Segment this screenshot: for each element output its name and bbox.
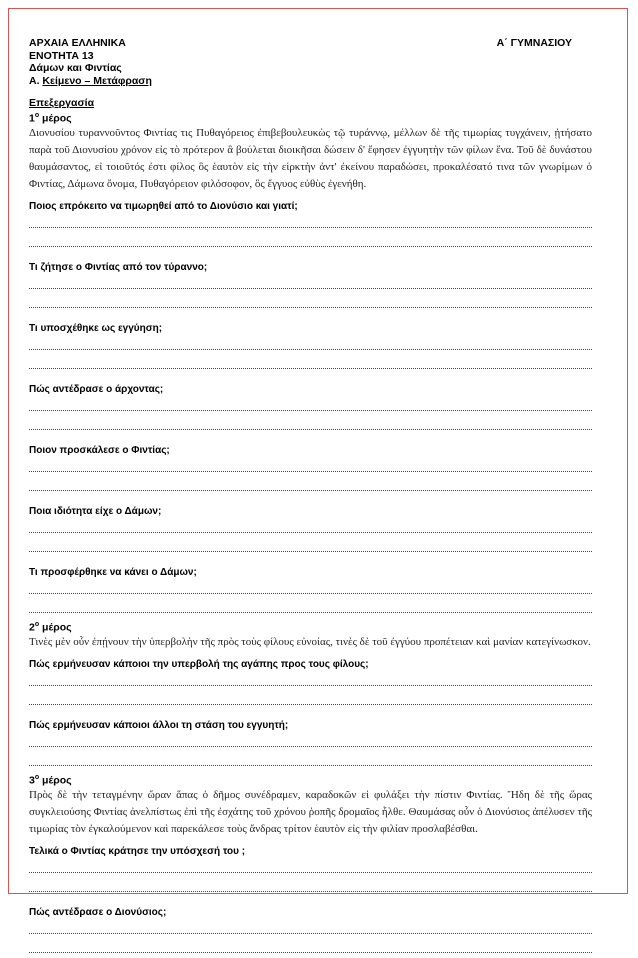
answer-line[interactable] [29, 214, 592, 233]
part-number-suffix: ο [34, 111, 40, 119]
answer-line[interactable] [29, 672, 592, 691]
answer-line[interactable] [29, 878, 592, 897]
answer-line[interactable] [29, 355, 592, 374]
section-title: Κείμενο – Μετάφραση [42, 74, 152, 87]
question: Τελικά ο Φιντίας κράτησε την υπόσχεσή του ; [29, 845, 246, 857]
part-label [29, 619, 592, 634]
part-1 [29, 110, 592, 618]
worksheet [29, 37, 592, 958]
section-prefix: Α. [29, 74, 43, 87]
question: Πώς αντέδρασε ο Διονύσιος; [29, 906, 167, 918]
part-2 [29, 619, 592, 771]
subject-title: ΑΡΧΑΙΑ ΕΛΛΗΝΙΚΑ [29, 37, 126, 49]
answer-line[interactable] [29, 859, 592, 878]
part-number: 3 [29, 774, 35, 786]
answer-line[interactable] [29, 538, 592, 557]
answer-line[interactable] [29, 691, 592, 710]
answer-line[interactable] [29, 233, 592, 252]
answer-line[interactable] [29, 416, 592, 435]
question: Ποιον προσκάλεσε ο Φιντίας; [29, 444, 170, 456]
answer-line[interactable] [29, 939, 592, 958]
part-word: μέρος [39, 621, 72, 633]
part-3 [29, 772, 592, 958]
answer-line[interactable] [29, 519, 592, 538]
question: Τι ζήτησε ο Φιντίας από τον τύραννο; [29, 261, 208, 273]
ancient-text: Τινὲς μὲν οὖν ἐπῄνουν τὴν ὑπερβολὴν τῆς πρὸς τοὺς φίλους εὐνοίας, τινὲς δὲ τοῦ ἐγγύου προπέτειαν καὶ μανίαν κατεγίνωσκον. [29, 635, 591, 648]
part-label [29, 772, 592, 787]
question: Τι προσφέρθηκε να κάνει ο Δάμων; [29, 566, 197, 578]
answer-line[interactable] [29, 336, 592, 355]
answer-line[interactable] [29, 599, 592, 618]
answer-line[interactable] [29, 752, 592, 771]
unit-label: ΕΝΟΤΗΤΑ 13 [29, 49, 94, 62]
answer-line[interactable] [29, 458, 592, 477]
question: Τι υποσχέθηκε ως εγγύηση; [29, 322, 163, 334]
part-number: 2 [29, 621, 35, 633]
part-number: 1 [29, 112, 35, 124]
ancient-text: Διονυσίου τυραννοῦντος Φιντίας τις Πυθαγόρειος ἐπιβεβουλευκὼς τῷ τυράννῳ, μέλλων δὲ τῆς τιμωρίας τυγχάνειν, ᾐτήσατο παρὰ τοῦ Διονυσίου χρόνον εἰς τὸ πρότερον ἃ βούλεται διοικῆσαι δώσειν δ' ἔφησεν ἐγγυητὴν τῶν φίλων ἕνα. Τοῦ δὲ δυνάστου θαυμάσαντος, εἰ τοιοῦτός ἐστι φίλος ὃς ἑαυτὸν εἰς τὴν εἱρκτὴν ἀντ' ἐκείνου παραδώσει, προκαλέσατό τινα τῶν γνωρίμων ὁ Φιντίας, Δάμωνα ὄνομα, Πυθαγόρειον φιλόσοφον, ὃς ἔγγυος εὐθὺς ἐγενήθη. [29, 126, 592, 190]
part-number-suffix: ο [34, 620, 40, 628]
topic-title: Δάμων και Φιντίας [29, 62, 122, 74]
part-word: μέρος [39, 112, 72, 124]
parts-container [29, 110, 592, 958]
question: Πώς αντέδρασε ο άρχοντας; [29, 383, 164, 395]
answer-line[interactable] [29, 580, 592, 599]
answer-line[interactable] [29, 733, 592, 752]
answer-line[interactable] [29, 275, 592, 294]
question: Ποια ιδιότητα είχε ο Δάμων; [29, 505, 162, 517]
question: Πώς ερμήνευσαν κάποιοι άλλοι τη στάση του εγγυητή; [29, 719, 289, 731]
answer-line[interactable] [29, 397, 592, 416]
section-heading [29, 75, 592, 88]
question: Πώς ερμήνευσαν κάποιοι την υπερβολή της αγάπης προς τους φίλους; [29, 658, 369, 670]
ancient-text: Πρὸς δὲ τὴν τεταγμένην ὥραν ἅπας ὁ δῆμος συνέδραμεν, καραδοκῶν εἰ φυλάξει τὴν πίστιν Φιντίας. Ἤδη δὲ τῆς ὥρας συγκλειούσης Φιντίας ἀνελπίστως ἐπὶ τῆς ἐσχάτης τοῦ χρόνου ῥοπῆς δρομαῖος ἦλθε. Θαυμάσας οὖν ὁ Διονύσιος ἀπέλυσεν τῆς τιμωρίας τὸν ἐγκαλούμενον καὶ παρεκάλεσε τοὺς ἄνδρας τρίτον ἑαυτὸν εἰς τὴν φιλίαν προσλαβέσθαι. [29, 788, 592, 835]
answer-line[interactable] [29, 294, 592, 313]
part-number-suffix: ο [34, 773, 40, 781]
part-word: μέρος [39, 774, 72, 786]
header-row [29, 37, 592, 50]
worksheet-title: Επεξεργασία [29, 97, 95, 109]
answer-line[interactable] [29, 920, 592, 939]
part-label [29, 110, 592, 125]
answer-line[interactable] [29, 477, 592, 496]
grade-label: Α΄ ΓΥΜΝΑΣΙΟΥ [496, 37, 572, 49]
question: Ποιος επρόκειτο να τιμωρηθεί από το Διονύσιο και γιατί; [29, 200, 298, 212]
